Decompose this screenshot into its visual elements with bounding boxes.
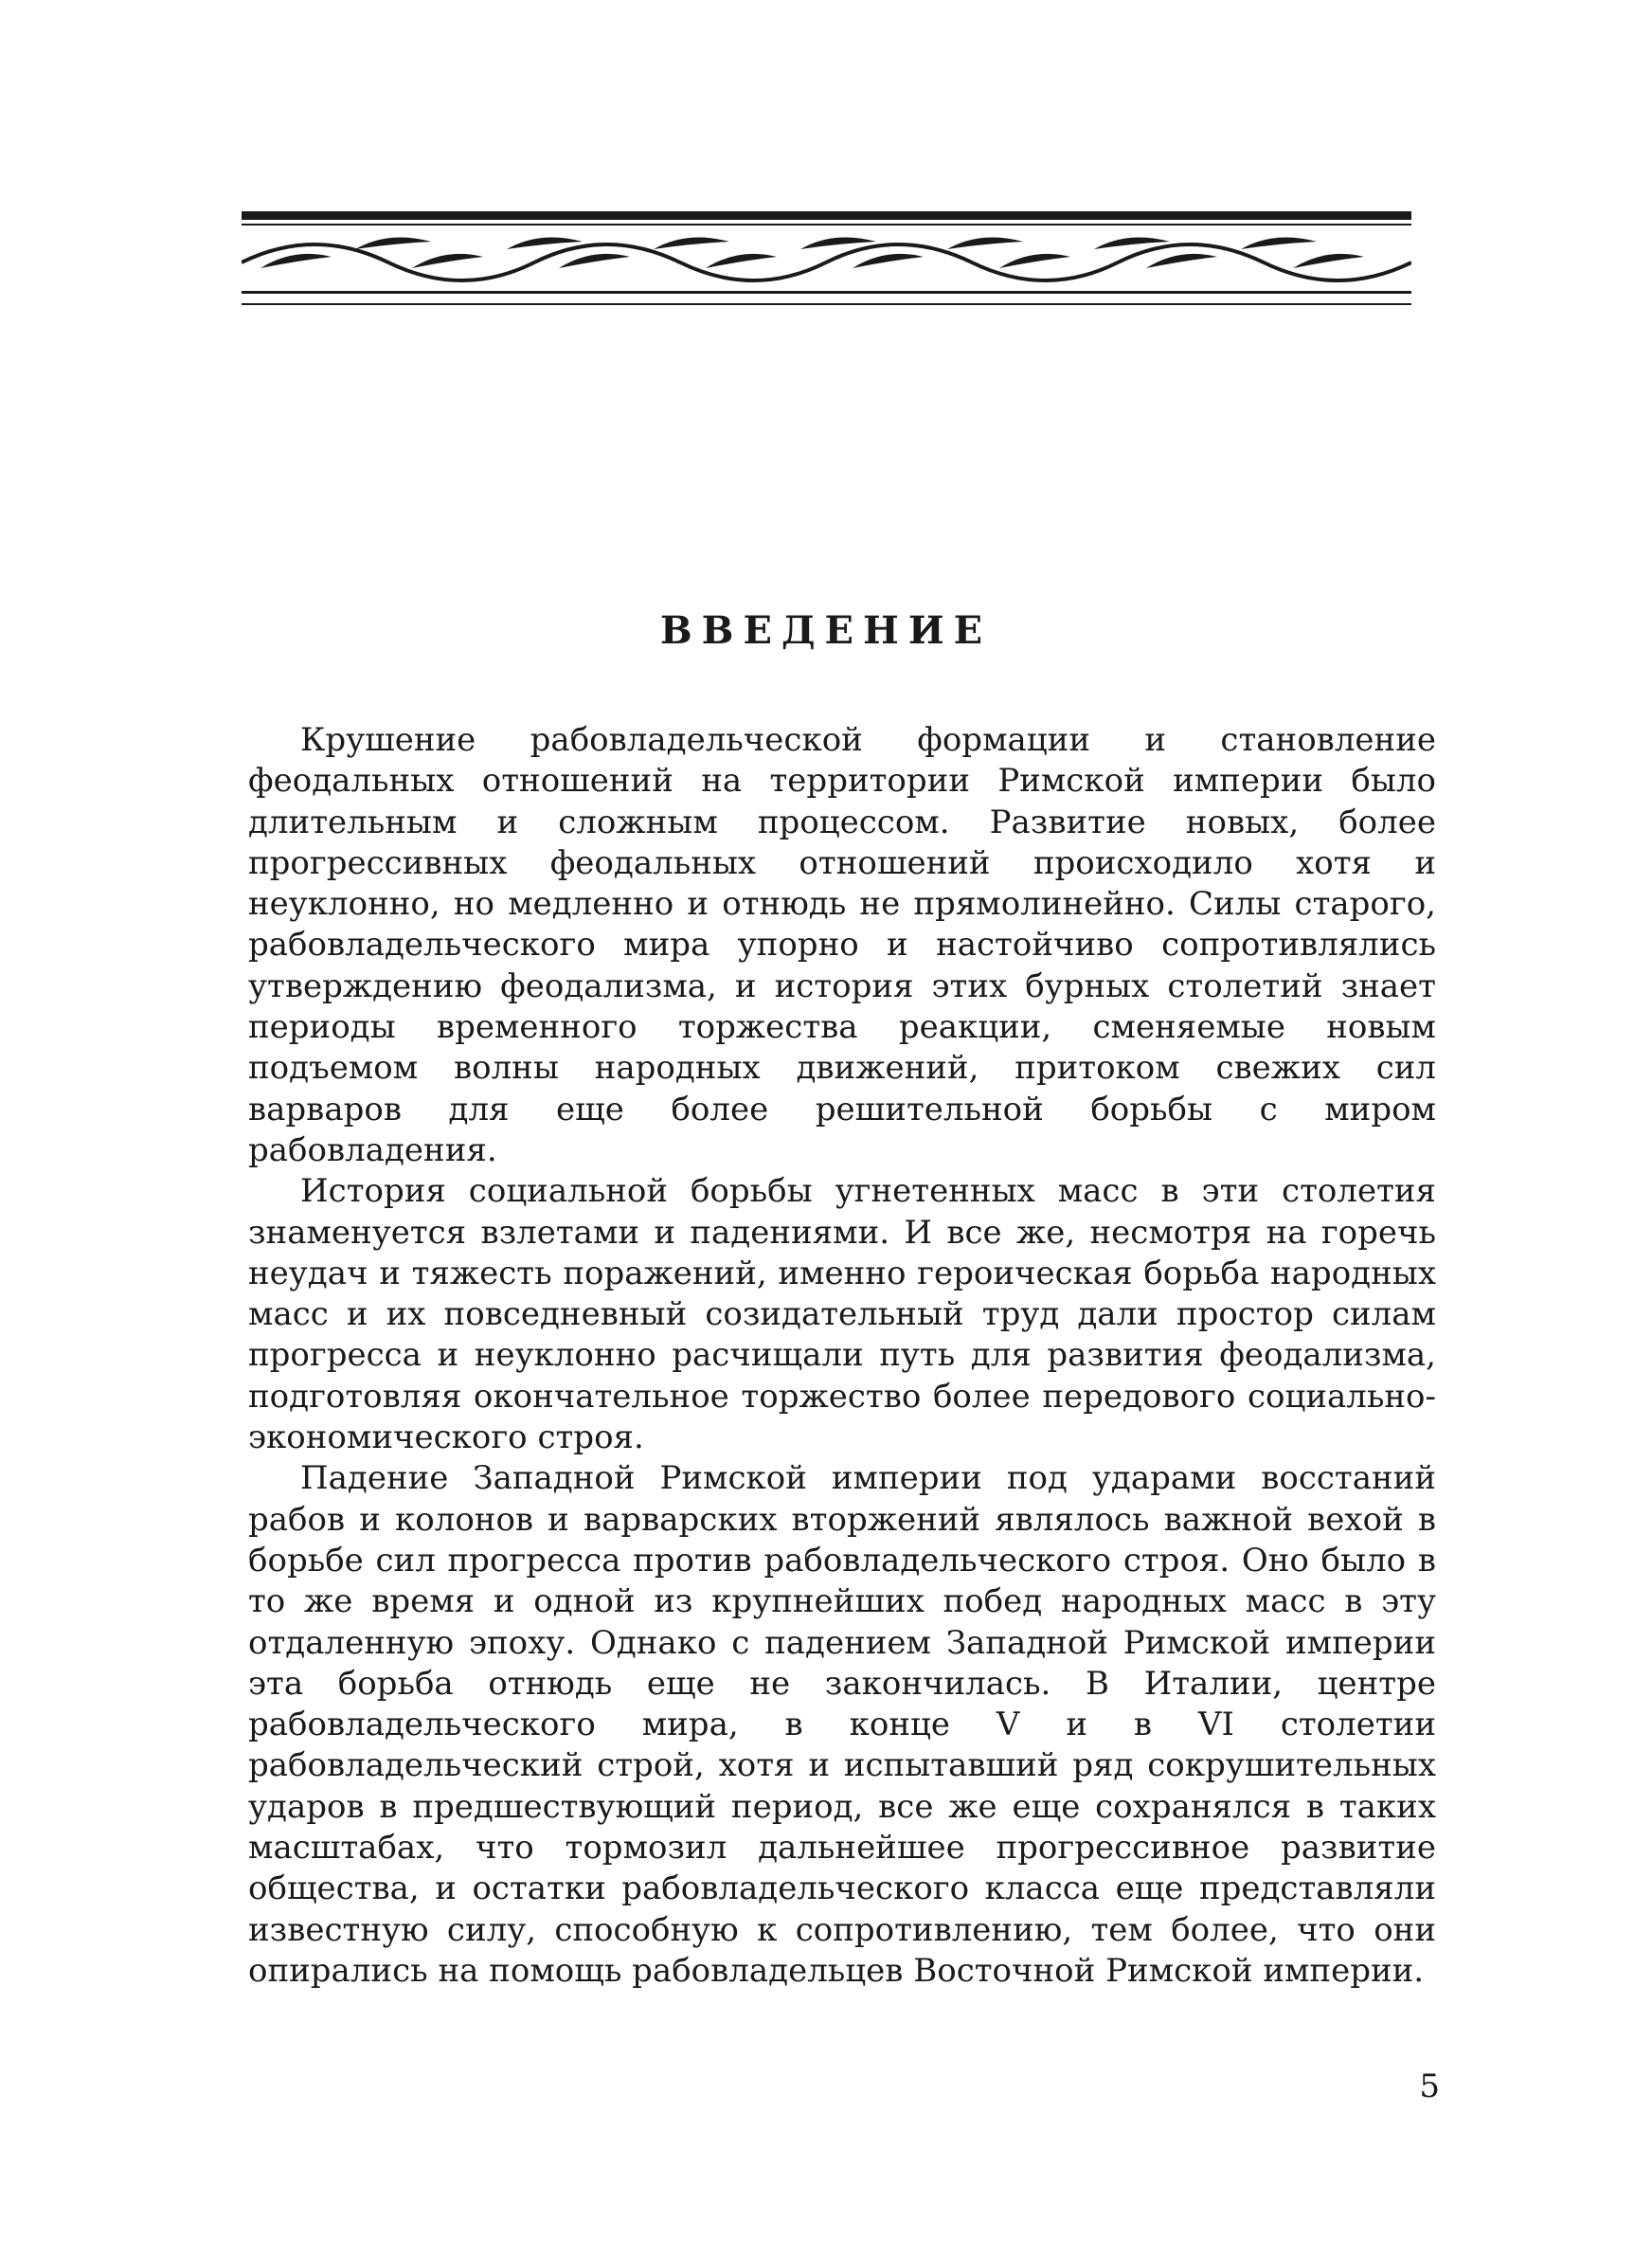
- page-number: 5: [1419, 2067, 1440, 2105]
- body-text: [248, 720, 1436, 1992]
- paragraph-3: Падение Западной Римской империи под ударами восстаний рабов и колонов и варварских вторжений являлось важной вехой в борьбе сил прогресса против рабовладельческого строя. Оно было в то же время и одной из крупнейших побед народных масс в эту отдаленную эпоху. Однако с падением Западной Римской империи эта борьба отнюдь еще не закончилась. В Италии, центре рабовладельческого мира, в конце V и в VI столетии рабовладельческий строй, хотя и испытавший ряд сокрушительных ударов в предшествующий период, все же еще сохранялся в таких масштабах, что тормозил дальнейшее прогрессивное развитие общества, и остатки рабовладельческого класса еще представляли известную силу, способную к сопротивлению, тем более, что они опирались на помощь рабовладельцев Восточной Римской империи.: [248, 1459, 1436, 1990]
- paragraph-1: Крушение рабовладельческой формации и становление феодальных отношений на территории Римской империи было длительным и сложным процессом. Развитие новых, более прогрессивных феодальных отношений происходило хотя и неуклонно, но медленно и отнюдь не прямолинейно. Силы старого, рабовладельческого мира упорно и настойчиво сопротивлялись утверждению феодализма, и история этих бурных столетий знает периоды временного торжества реакции, сменяемые новым подъемом волны народных движений, притоком свежих сил варваров для еще более решительной борьбы с миром рабовладения.: [248, 721, 1436, 1169]
- paragraph-2: История социальной борьбы угнетенных масс в эти столетия знаменуется взлетами и падениями. И все же, несмотря на горечь неудач и тяжесть поражений, именно героическая борьба народных масс и их повседневный созидательный труд дали простор силам прогресса и неуклонно расчищали путь для развития феодализма, подготовляя окончательное торжество более передового социально-экономического строя.: [248, 1172, 1436, 1457]
- chapter-heading: ВВЕДЕНИЕ: [659, 608, 993, 653]
- decorative-ornament-border: [242, 204, 1411, 317]
